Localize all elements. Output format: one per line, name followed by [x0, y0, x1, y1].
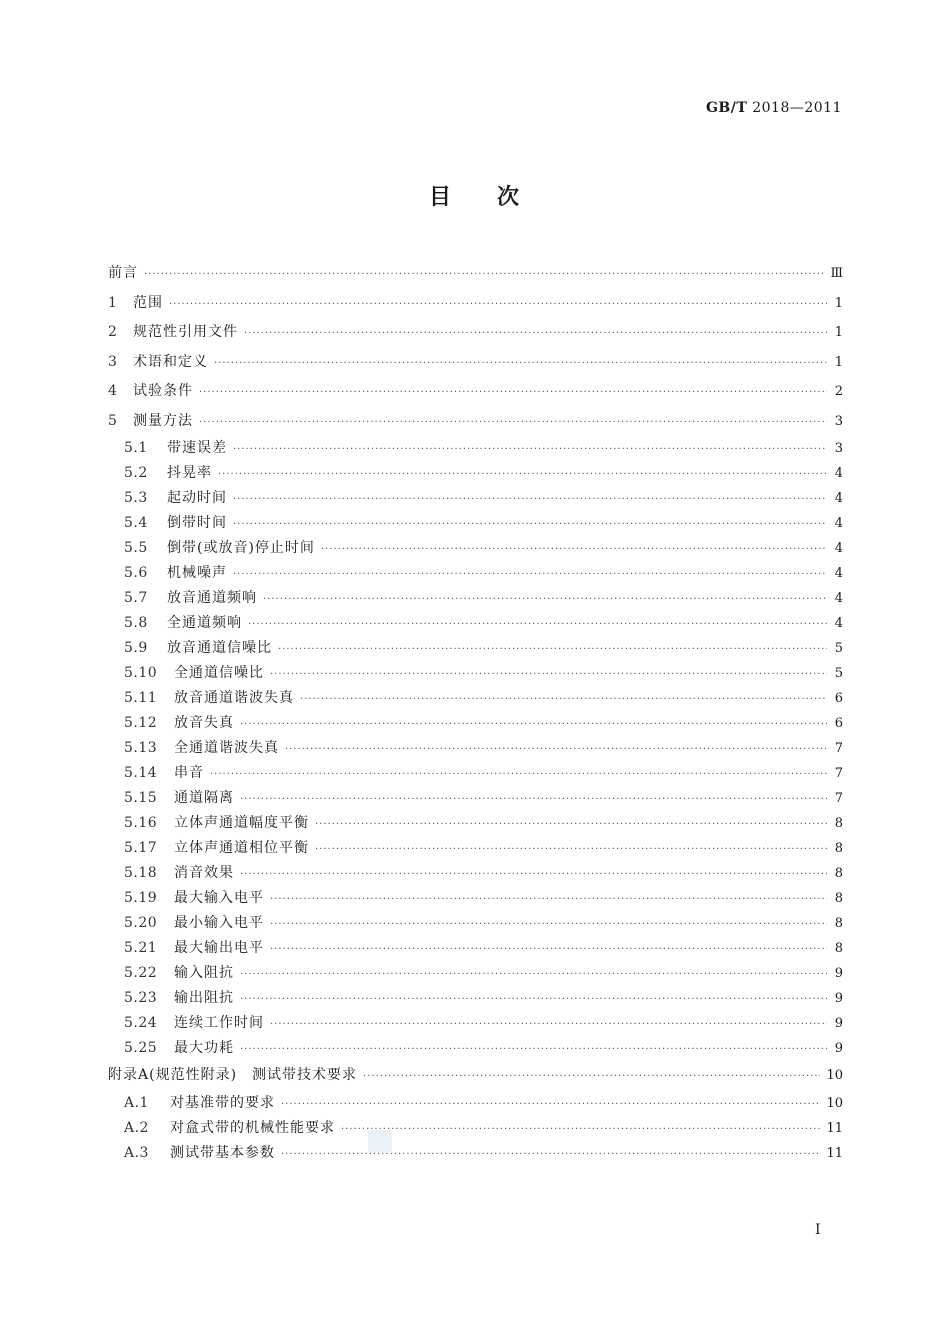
toc-entry-label: 对盒式带的机械性能要求 [170, 1119, 335, 1136]
toc-entry-label: 术语和定义 [133, 353, 208, 370]
toc-entry-number: 3 [108, 353, 118, 370]
toc-entry-page: 8 [834, 941, 843, 956]
toc-entry-label: 最大输入电平 [174, 890, 264, 906]
toc-entry-number: 5.22 [124, 965, 158, 981]
toc-entry-page: 8 [834, 841, 843, 856]
toc-entry[interactable] [108, 318, 843, 348]
toc-entry-page: 5 [834, 641, 843, 656]
toc-entry[interactable] [108, 686, 843, 711]
toc-entry-number: 5.21 [124, 940, 158, 956]
toc-entry-page: 2 [834, 384, 843, 399]
toc-entry[interactable] [108, 711, 843, 736]
toc-entry[interactable] [108, 1036, 843, 1061]
toc-entry-number: 5.10 [124, 665, 158, 681]
toc-entry[interactable] [108, 986, 843, 1011]
toc-dot-leader [240, 987, 827, 1012]
toc-entry-label: 放音通道信噪比 [167, 640, 272, 656]
toc-dot-leader [199, 408, 827, 438]
toc-entry-label: 前言 [108, 265, 138, 281]
toc-entry-page: 1 [834, 354, 843, 370]
toc-dot-leader [363, 1062, 820, 1092]
toc-entry[interactable] [108, 259, 843, 289]
toc-entry[interactable] [108, 348, 843, 378]
toc-entry-page: 4 [834, 491, 843, 506]
toc-entry[interactable] [108, 961, 843, 986]
toc-entry-page: 1 [834, 325, 843, 340]
toc-entry-number: 5.18 [124, 865, 158, 881]
toc-dot-leader [233, 487, 827, 512]
toc-dot-leader [270, 1012, 827, 1037]
toc-dot-leader [270, 662, 827, 687]
toc-dot-leader [248, 612, 827, 637]
toc-entry-number: A.1 [124, 1094, 149, 1111]
toc-entry-page: 3 [834, 413, 843, 429]
toc-entry-number: 5.6 [124, 565, 148, 581]
toc-entry[interactable] [108, 736, 843, 761]
toc-entry-number: 5.17 [124, 840, 158, 856]
toc-entry-page: 4 [834, 516, 843, 531]
toc-entry-page: 7 [834, 741, 843, 756]
toc-entry-page: 6 [834, 691, 843, 706]
toc-entry-number: 5.1 [124, 440, 148, 456]
toc-entry[interactable] [108, 936, 843, 961]
toc-entry-label: 对基准带的要求 [170, 1094, 275, 1111]
toc-entry-label: 放音通道频响 [167, 590, 257, 606]
toc-entry[interactable] [108, 1116, 843, 1141]
toc-entry[interactable] [108, 1011, 843, 1036]
toc-entry[interactable] [108, 407, 843, 437]
standard-code-prefix: GB/T [705, 100, 748, 116]
toc-entry[interactable] [108, 836, 843, 861]
toc-dot-leader [240, 1037, 827, 1062]
toc-entry[interactable] [108, 786, 843, 811]
toc-entry-label: 最大输出电平 [174, 940, 264, 956]
toc-entry-label: 消音效果 [174, 865, 234, 881]
toc-entry-number: 5.4 [124, 515, 148, 531]
toc-entry-page: 1 [834, 295, 843, 311]
toc-entry[interactable] [108, 761, 843, 786]
toc-entry-label: 放音失真 [174, 715, 234, 731]
toc-entry-label: 试验条件 [133, 383, 193, 399]
toc-dot-leader [281, 1092, 820, 1117]
toc-entry[interactable] [108, 1061, 843, 1091]
toc-dot-leader [233, 562, 827, 587]
toc-entry-number: 5.7 [124, 590, 148, 606]
toc-entry-number: 1 [108, 294, 118, 311]
toc-dot-leader [281, 1142, 820, 1167]
toc-entry-page: 4 [834, 566, 843, 581]
toc-dot-leader [240, 787, 827, 812]
toc-entry[interactable] [108, 586, 843, 611]
toc-entry-page: 9 [834, 1016, 843, 1031]
toc-entry[interactable] [108, 811, 843, 836]
toc-dot-leader [263, 587, 827, 612]
page-title-char-2: 次 [497, 185, 522, 210]
toc-entry[interactable] [108, 861, 843, 886]
toc-entry-label: 机械噪声 [167, 565, 227, 581]
toc-entry-number: 5.25 [124, 1040, 158, 1056]
toc-dot-leader [199, 378, 827, 408]
toc-dot-leader [321, 537, 827, 562]
toc-entry-page: 10 [826, 1095, 843, 1111]
toc-dot-leader [144, 260, 824, 290]
toc-entry[interactable] [108, 486, 843, 511]
toc-entry[interactable] [108, 636, 843, 661]
toc-entry-page: 4 [834, 616, 843, 631]
toc-entry-label: 测量方法 [133, 412, 193, 429]
toc-entry-label: 放音通道谐波失真 [174, 690, 294, 706]
toc-entry-label: 立体声通道相位平衡 [174, 840, 309, 856]
toc-entry-page: 10 [826, 1068, 843, 1083]
toc-entry-page: 4 [834, 541, 843, 556]
toc-entry[interactable] [108, 461, 843, 486]
toc-entry-label: 测试带基本参数 [170, 1144, 275, 1161]
toc-entry[interactable] [108, 911, 843, 936]
toc-entry[interactable] [108, 1141, 843, 1166]
toc-entry-number: 5.2 [124, 465, 148, 481]
page-title-char-1: 目 [428, 185, 453, 210]
toc-entry-page: 8 [834, 891, 843, 906]
toc-entry-page: 8 [834, 816, 843, 831]
toc-entry-label: 带速误差 [167, 440, 227, 456]
toc-entry-page: 9 [834, 991, 843, 1006]
toc-dot-leader [315, 837, 827, 862]
toc-dot-leader [240, 712, 827, 737]
toc-entry-label: 抖晃率 [167, 465, 212, 481]
toc-entry-label: 串音 [174, 765, 204, 781]
toc-entry[interactable] [108, 661, 843, 686]
toc-entry-page: 3 [834, 441, 843, 456]
toc-dot-leader [210, 762, 827, 787]
toc-entry-label: 最大功耗 [174, 1040, 234, 1056]
toc-entry-number: 5.24 [124, 1015, 158, 1031]
toc-entry-label: 全通道谐波失真 [174, 740, 279, 756]
toc-entry-number: 5.12 [124, 715, 158, 731]
toc-entry-number: A.2 [124, 1119, 149, 1136]
toc-dot-leader [244, 319, 827, 349]
page-title [0, 180, 950, 211]
toc-entry-label: 范围 [133, 294, 163, 311]
toc-entry[interactable] [108, 511, 843, 536]
toc-entry-number: A.3 [124, 1144, 149, 1161]
toc-entry-number: 5.20 [124, 915, 158, 931]
toc-entry-number: 4 [108, 383, 118, 399]
toc-entry[interactable] [108, 611, 843, 636]
toc-entry-label: 倒带(或放音)停止时间 [167, 540, 315, 556]
toc-entry-label: 附录A(规范性附录) 测试带技术要求 [108, 1067, 358, 1083]
toc-entry-number: 5.14 [124, 765, 158, 781]
toc-entry[interactable] [108, 886, 843, 911]
toc-dot-leader [240, 862, 827, 887]
toc-entry-page: 8 [834, 866, 843, 881]
toc-entry[interactable] [108, 1091, 843, 1116]
toc-dot-leader [315, 812, 827, 837]
toc-entry[interactable] [108, 561, 843, 586]
toc-entry-label: 规范性引用文件 [133, 324, 238, 340]
toc-entry-label: 通道隔离 [174, 790, 234, 806]
toc-entry-number: 5 [108, 412, 118, 429]
toc-entry-number: 2 [108, 324, 118, 340]
toc-entry-page: 4 [834, 591, 843, 606]
toc-entry-number: 5.15 [124, 790, 158, 806]
toc-entry-number: 5.11 [124, 690, 158, 706]
toc-entry-number: 5.13 [124, 740, 158, 756]
toc-dot-leader [300, 687, 827, 712]
toc-entry-page: 6 [834, 716, 843, 731]
toc-entry[interactable] [108, 536, 843, 561]
toc-entry-number: 5.16 [124, 815, 158, 831]
toc-entry-label: 起动时间 [167, 490, 227, 506]
toc-entry-label: 输入阻抗 [174, 965, 234, 981]
toc-dot-leader [233, 437, 827, 462]
toc-entry-page: 9 [834, 1041, 843, 1056]
toc-entry-page: 8 [834, 916, 843, 931]
toc-entry-page: 7 [834, 791, 843, 806]
toc-entry-label: 连续工作时间 [174, 1015, 264, 1031]
toc-entry-label: 立体声通道幅度平衡 [174, 815, 309, 831]
toc-dot-leader [169, 290, 827, 320]
toc-dot-leader [233, 512, 827, 537]
watermark-stamp [368, 1130, 392, 1152]
toc-dot-leader [341, 1117, 820, 1142]
toc-dot-leader [240, 962, 827, 987]
toc-entry-label: 全通道频响 [167, 615, 242, 631]
toc-entry-label: 最小输入电平 [174, 915, 264, 931]
toc-entry[interactable] [108, 377, 843, 407]
toc-entry-page: 11 [826, 1120, 843, 1136]
toc-dot-leader [270, 887, 827, 912]
toc-entry-page: 9 [834, 966, 843, 981]
toc-entry-page: 7 [834, 766, 843, 781]
toc-dot-leader [278, 637, 827, 662]
toc-entry-label: 输出阻抗 [174, 990, 234, 1006]
toc-entry-page: 11 [826, 1145, 843, 1161]
toc-dot-leader [270, 937, 827, 962]
toc-entry-number: 5.9 [124, 640, 148, 656]
toc-entry-page: 5 [834, 666, 843, 681]
footer-page-number: I [815, 1222, 821, 1238]
toc-entry-number: 5.23 [124, 990, 158, 1006]
toc-entry-number: 5.8 [124, 615, 148, 631]
toc-entry-page: 4 [834, 466, 843, 481]
toc-entry-number: 5.3 [124, 490, 148, 506]
toc-dot-leader [214, 349, 827, 379]
standard-code [706, 100, 842, 116]
toc-entry-number: 5.5 [124, 540, 148, 556]
toc-entry[interactable] [108, 289, 843, 319]
toc-entry-label: 全通道信噪比 [174, 665, 264, 681]
toc-dot-leader [218, 462, 827, 487]
standard-code-number: 2018—2011 [752, 100, 842, 116]
toc-entry-number: 5.19 [124, 890, 158, 906]
toc-entry-page: Ⅲ [830, 266, 843, 281]
toc-dot-leader [285, 737, 827, 762]
table-of-contents [108, 259, 843, 1166]
toc-entry-label: 倒带时间 [167, 515, 227, 531]
toc-entry[interactable] [108, 436, 843, 461]
toc-dot-leader [270, 912, 827, 937]
